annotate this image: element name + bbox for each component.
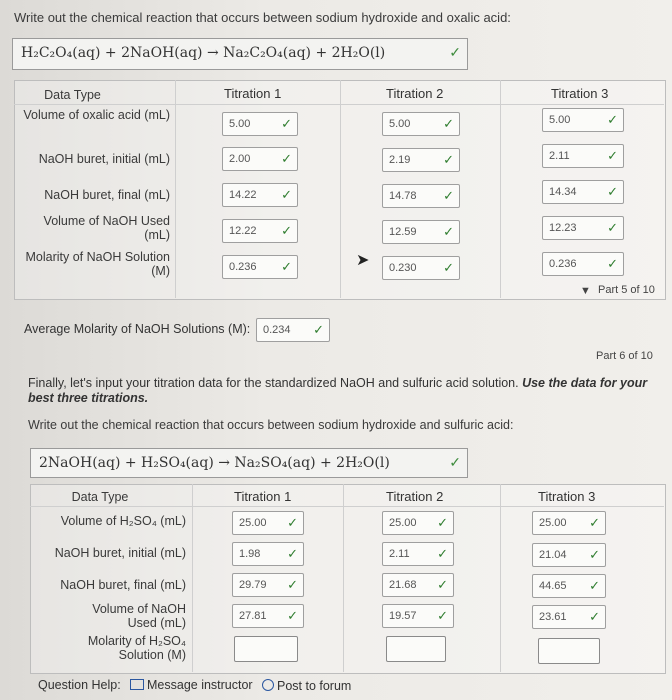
- part6-row-label: Volume of H₂SO₄ (mL): [60, 514, 186, 528]
- part5-t2-used-input[interactable]: 12.59 ✓: [382, 220, 460, 244]
- part5-equation-text: H₂C₂O₄(aq) + 2NaOH(aq) → Na₂C₂O₄(aq) + 2H₂O(l): [21, 45, 386, 61]
- part6-t3-volume-input[interactable]: 25.00 ✓: [532, 511, 606, 535]
- part5-t2-volume-input[interactable]: 5.00 ✓: [382, 112, 460, 136]
- part6-t2-volume-input[interactable]: 25.00 ✓: [382, 511, 454, 535]
- check-icon: ✓: [589, 578, 600, 593]
- part5-t2-final-input[interactable]: 14.78 ✓: [382, 184, 460, 208]
- message-instructor-link[interactable]: [130, 678, 253, 692]
- check-icon: ✓: [443, 152, 454, 167]
- check-icon: ✓: [607, 256, 618, 271]
- part6-t3-molarity-input[interactable]: [538, 638, 600, 664]
- part5-t1-initial-input[interactable]: 2.00 ✓: [222, 147, 298, 171]
- check-icon: ✓: [281, 116, 292, 131]
- check-icon: ✓: [607, 220, 618, 235]
- part6-t1-initial-input[interactable]: 1.98 ✓: [232, 542, 304, 566]
- part6-instruction: Write out the chemical reaction that occurs between sodium hydroxide and sulfuric acid:: [28, 418, 514, 432]
- part5-average-input[interactable]: 0.234 ✓: [256, 318, 330, 342]
- check-icon: ✓: [443, 224, 454, 239]
- part6-row-label: Volume of NaOH Used (mL): [92, 602, 186, 630]
- part6-t1-molarity-input[interactable]: [234, 636, 298, 662]
- part5-row-label: NaOH buret, initial (mL): [38, 152, 170, 166]
- part5-t2-molarity-input[interactable]: 0.230 ✓: [382, 256, 460, 280]
- part5-row-label: Volume of oxalic acid (mL): [23, 108, 170, 122]
- part6-col-titration-2: Titration 2: [386, 489, 444, 504]
- part6-row-label: NaOH buret, initial (mL): [54, 546, 186, 560]
- part6-intro-text: Finally, let's input your titration data for the standardized NaOH and sulfuric acid solution.: [28, 376, 523, 390]
- part5-t1-molarity-input[interactable]: 0.236 ✓: [222, 255, 298, 279]
- part6-col-titration-3: Titration 3: [538, 489, 596, 504]
- part5-t3-final-input[interactable]: 14.34 ✓: [542, 180, 624, 204]
- check-icon: ✓: [607, 112, 618, 127]
- part6-equation-field[interactable]: [30, 448, 468, 478]
- post-to-forum-link[interactable]: [262, 678, 351, 693]
- check-icon: ✓: [437, 515, 448, 530]
- part6-t3-initial-input[interactable]: 21.04 ✓: [532, 543, 606, 567]
- check-icon: ✓: [607, 184, 618, 199]
- part5-col-titration-1: Titration 1: [224, 86, 282, 101]
- part5-instruction: Write out the chemical reaction that occurs between sodium hydroxide and oxalic acid:: [14, 10, 511, 25]
- part5-t3-molarity-input[interactable]: 0.236 ✓: [542, 252, 624, 276]
- speech-bubble-icon: [262, 679, 274, 691]
- part5-label: Part 5 of 10: [598, 284, 655, 296]
- part5-row-label: Volume of NaOH Used (mL): [43, 214, 170, 242]
- part6-col-titration-1: Titration 1: [234, 489, 292, 504]
- check-icon: ✓: [287, 546, 298, 561]
- check-icon: ✓: [589, 515, 600, 530]
- part5-row-label: NaOH buret, final (mL): [44, 188, 170, 202]
- check-icon: ✓: [437, 546, 448, 561]
- part5-header-label: Data Type: [44, 88, 101, 102]
- check-icon: ✓: [437, 577, 448, 592]
- part6-row-label: NaOH buret, final (mL): [60, 578, 186, 592]
- part6-intro: [28, 376, 648, 406]
- part5-t1-volume-input[interactable]: 5.00 ✓: [222, 112, 298, 136]
- part6-intro-emphasis: Use the data for your best three titrations.: [28, 376, 648, 405]
- check-icon: ✓: [443, 116, 454, 131]
- part5-t2-initial-input[interactable]: 2.19 ✓: [382, 148, 460, 172]
- part5-row-label: Molarity of NaOH Solution (M): [25, 250, 170, 278]
- part5-t1-used-input[interactable]: 12.22 ✓: [222, 219, 298, 243]
- post-to-forum-label: Post to forum: [277, 679, 352, 693]
- part6-t2-final-input[interactable]: 21.68 ✓: [382, 573, 454, 597]
- part5-t3-initial-input[interactable]: 2.11 ✓: [542, 144, 624, 168]
- question-help-label: Question Help:: [38, 678, 121, 692]
- part6-header-label: Data Type: [71, 490, 129, 504]
- part5-t1-final-input[interactable]: 14.22 ✓: [222, 183, 298, 207]
- check-icon: ✓: [281, 187, 292, 202]
- part6-label: Part 6 of 10: [596, 350, 653, 362]
- mouse-cursor-icon: ➤: [356, 252, 370, 269]
- part5-t3-used-input[interactable]: 12.23 ✓: [542, 216, 624, 240]
- check-icon: ✓: [607, 148, 618, 163]
- part6-t3-final-input[interactable]: 44.65 ✓: [532, 574, 606, 598]
- part5-average-label: Average Molarity of NaOH Solutions (M):: [24, 322, 251, 336]
- part6-t1-volume-input[interactable]: 25.00 ✓: [232, 511, 304, 535]
- part6-t2-initial-input[interactable]: 2.11 ✓: [382, 542, 454, 566]
- check-icon: ✓: [449, 45, 461, 61]
- check-icon: ✓: [449, 455, 461, 471]
- part6-row-label: Molarity of H₂SO₄ Solution (M): [87, 634, 186, 662]
- check-icon: ✓: [281, 223, 292, 238]
- part5-collapse-arrow-icon[interactable]: ▼: [580, 285, 591, 297]
- part6-t2-used-input[interactable]: 19.57 ✓: [382, 604, 454, 628]
- check-icon: ✓: [287, 577, 298, 592]
- part5-t3-volume-input[interactable]: 5.00 ✓: [542, 108, 624, 132]
- part6-equation-text: 2NaOH(aq) + H₂SO₄(aq) → Na₂SO₄(aq) + 2H₂O(l): [39, 455, 390, 471]
- check-icon: ✓: [443, 188, 454, 203]
- check-icon: ✓: [281, 259, 292, 274]
- part6-t2-molarity-input[interactable]: [386, 636, 446, 662]
- check-icon: ✓: [313, 322, 324, 337]
- message-instructor-label: Message instructor: [147, 678, 253, 692]
- check-icon: ✓: [281, 151, 292, 166]
- envelope-icon: [130, 679, 144, 690]
- part5-equation-field[interactable]: [12, 38, 468, 70]
- part6-t3-used-input[interactable]: 23.61 ✓: [532, 605, 606, 629]
- check-icon: ✓: [443, 260, 454, 275]
- check-icon: ✓: [287, 608, 298, 623]
- check-icon: ✓: [287, 515, 298, 530]
- part6-t1-used-input[interactable]: 27.81 ✓: [232, 604, 304, 628]
- part6-t1-final-input[interactable]: 29.79 ✓: [232, 573, 304, 597]
- check-icon: ✓: [437, 608, 448, 623]
- check-icon: ✓: [589, 547, 600, 562]
- part5-col-titration-2: Titration 2: [386, 86, 444, 101]
- part5-col-titration-3: Titration 3: [551, 86, 609, 101]
- check-icon: ✓: [589, 609, 600, 624]
